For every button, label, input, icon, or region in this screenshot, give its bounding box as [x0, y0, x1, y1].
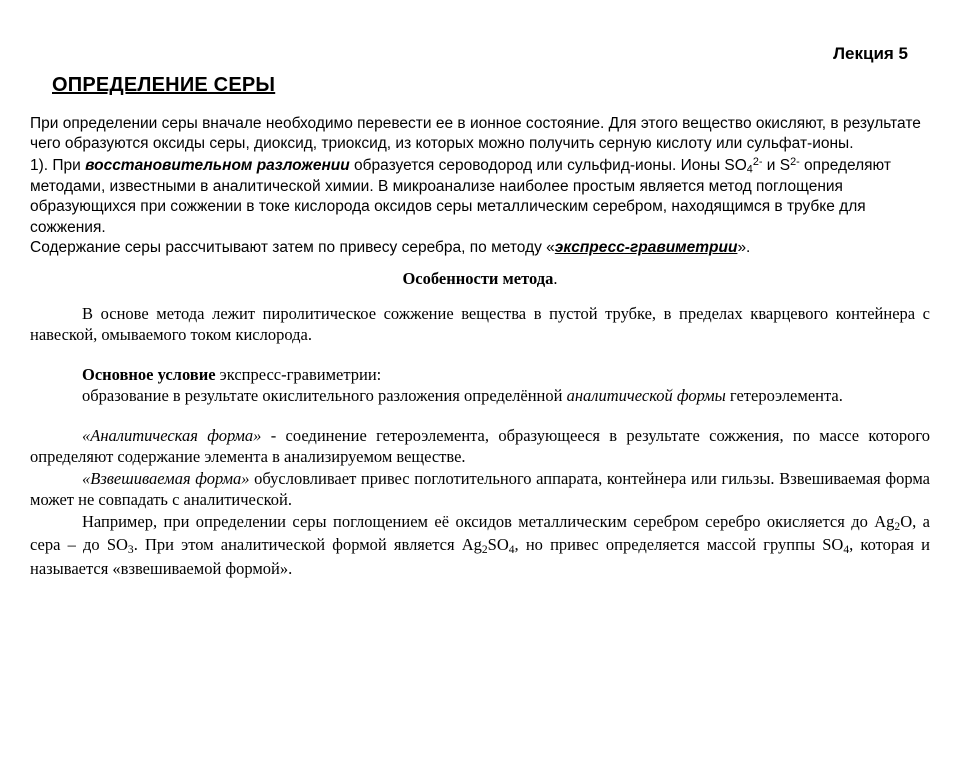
- item1-tail: определяют методами, известными в аналитической химии. В микроанализе наиболее простым является метод поглощения образующихся при сожжении в токе кислорода оксидов серы металлическим серебром, находящимся в трубке для сожжения.: [30, 156, 891, 236]
- method-heading: [30, 268, 930, 289]
- example-text-d: SO: [487, 535, 509, 555]
- condition-section: [30, 346, 930, 407]
- forms-paragraph-3: [30, 511, 930, 580]
- item1-emphasis: восстановительном разложении: [85, 156, 350, 174]
- condition-label: [30, 364, 930, 385]
- analytical-form-term: «Аналитическая форма»: [82, 425, 262, 445]
- method-body: В основе метода лежит пиролитическое сожжение вещества в пустой трубке, в пределах кварцевого контейнера с навеской, омываемого током кислорода.: [30, 304, 930, 345]
- example-sub-2: 3: [127, 544, 134, 557]
- example-text-e: , но привес определяется массой группы SO: [514, 535, 844, 555]
- item1-subscript-1: 4: [746, 163, 753, 176]
- condition-label-bold: Основное условие: [82, 364, 216, 384]
- condition-body: [30, 385, 930, 406]
- forms-paragraph-2: [30, 468, 930, 511]
- example-sub-4: 4: [508, 544, 515, 557]
- weighed-form-term: «Взвешиваемая форма»: [82, 468, 250, 488]
- example-sub-1: 2: [894, 520, 901, 533]
- method-heading-tail: .: [553, 268, 558, 288]
- forms-paragraph-1: [30, 425, 930, 468]
- analytical-form-text: - соединение гетероэлемента, образующееся в результате сожжения, по массе которого определяют содержание элемента в анализируемом веществе.: [30, 425, 930, 467]
- method-heading-bold: Особенности метода: [402, 268, 554, 288]
- condition-body-suffix: гетероэлемента.: [725, 386, 843, 406]
- lecture-label: Лекция 5: [833, 44, 908, 63]
- item1-middle-2: и S: [762, 156, 791, 174]
- para3-prefix: Содержание серы рассчитывают затем по привесу серебра, по методу «: [30, 239, 555, 257]
- item1-prefix: 1). При: [30, 156, 86, 174]
- example-sub-3: 2: [481, 544, 488, 557]
- item1-superscript-1: 2-: [752, 155, 763, 168]
- intro-block: [30, 114, 930, 259]
- intro-paragraph-1: При определении серы вначале необходимо перевести ее в ионное состояние. Для этого вещество окисляют, в результате чего образуются оксиды серы, диоксид, триоксид, из которых можно получить серную кислоту или сульфат-ионы.: [30, 115, 921, 153]
- condition-label-tail: экспресс-гравиметрии:: [215, 364, 382, 384]
- condition-body-prefix: образование в результате окислительного разложения определённой: [82, 386, 567, 406]
- method-section: [30, 259, 930, 346]
- example-text-f: , которая и называется «взвешиваемой формой».: [30, 535, 930, 579]
- forms-section: [30, 407, 930, 580]
- example-text-c: . При этом аналитической формой является Ag: [133, 535, 482, 555]
- weighed-form-text: обусловливает привес поглотительного аппарата, контейнера или гильзы. Взвешиваемая форма может не совпадать с аналитической.: [30, 468, 930, 510]
- para3-emphasis: экспресс-гравиметрии: [554, 239, 738, 257]
- example-sub-5: 4: [843, 544, 850, 557]
- example-text-b: O, а сера – до SO: [30, 511, 930, 555]
- item1-middle: образуется сероводород или сульфид-ионы. Ионы SO: [349, 156, 747, 174]
- intro-paragraph-3: [30, 238, 930, 258]
- page-title: ОПРЕДЕЛЕНИЕ СЕРЫ: [52, 74, 276, 96]
- example-text-a: Например, при определении серы поглощением её оксидов металлическим серебром серебро окисляется до Ag: [82, 511, 895, 531]
- para3-suffix: ».: [737, 239, 751, 257]
- intro-paragraph-2: [30, 155, 930, 238]
- condition-body-emphasis: аналитической формы: [566, 386, 726, 406]
- item1-superscript-2: 2-: [790, 155, 800, 168]
- document-page: [0, 44, 960, 764]
